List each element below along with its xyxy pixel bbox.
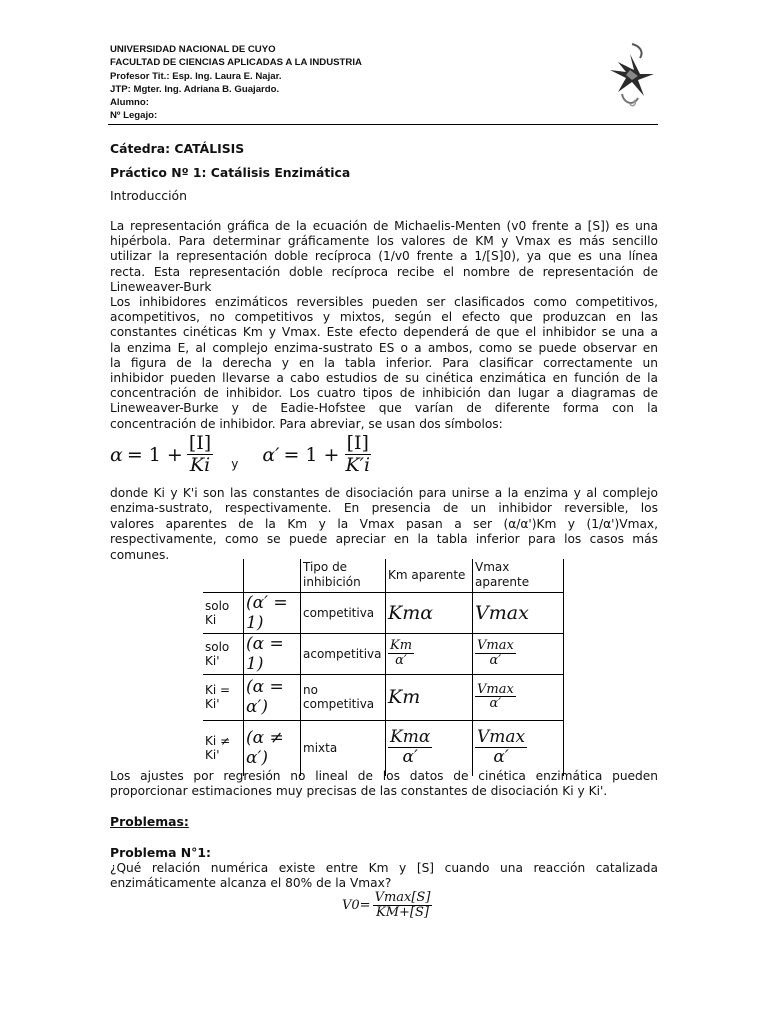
- text-line: proporcionar estimaciones muy precisas de las constantes de disociación Ki y Ki'.: [110, 784, 608, 799]
- symbol-cell: (α = 1): [244, 633, 301, 674]
- text-line: la figura de la derecha y en la tabla inferior. Para clasificar correctamente un: [110, 355, 658, 370]
- text-line: Los inhibidores enzimáticos reversibles pueden ser clasificados como competitivos,: [110, 295, 658, 310]
- text-line: hipérbola. Para determinar gráficamente los valores de KM y Vmax es más sencillo: [110, 234, 658, 249]
- text-line: enzima-sustrato, respectivamente. En presencia de un inhibidor reversible, los: [110, 501, 658, 516]
- text-line: constantes cinéticas Km y Vmax. Este efecto dependerá de que el inhibidor se una a: [110, 325, 658, 340]
- text-line: inhibidor pueden llevarse a cabo estudios de su cinética enzimática en función de la: [110, 371, 658, 386]
- denominator: Ki: [189, 453, 211, 476]
- condition-cell: Ki = Ki': [203, 674, 244, 720]
- vmax-numerator: Vmax: [477, 638, 514, 654]
- numerator: [I]: [188, 432, 212, 454]
- vmax-cell: Vmax: [473, 592, 564, 633]
- inhibition-table: [203, 559, 564, 776]
- problem1-text: [110, 861, 658, 891]
- intro-paragraph: [110, 219, 658, 432]
- type-cell: mixta: [301, 720, 386, 776]
- mm-fraction: [373, 891, 433, 920]
- symbol-cell: (α = α′): [244, 674, 301, 720]
- condition-cell: Ki ≠ Ki': [203, 720, 244, 776]
- km-cell: Kmα: [386, 592, 473, 633]
- professor-line: Profesor Tit.: Esp. Ing. Laura E. Najar.: [110, 70, 282, 82]
- text-line: concentración de inhibidor. Los cuatro tipos de inhibición dan lugar a diagramas de: [110, 386, 658, 401]
- michaelis-menten-equation: [342, 891, 432, 920]
- text-line: Lineweaver-Burk: [110, 279, 212, 294]
- km-cell: [386, 720, 473, 776]
- problem1-title: Problema N°1:: [110, 845, 211, 860]
- formula-joiner: y: [231, 456, 239, 471]
- numerator: [I]: [346, 432, 369, 454]
- header-km: Km aparente: [386, 559, 473, 592]
- type-cell: competitiva: [301, 592, 386, 633]
- text-line: Lineweaver-Burke y de Eadie-Hofstee que varían de diferente forma con la: [110, 401, 658, 416]
- course-title: Cátedra: CATÁLISIS: [110, 141, 245, 156]
- type-cell: no competitiva: [301, 674, 386, 720]
- vmax-cell: [473, 720, 564, 776]
- condition-cell: solo Ki': [203, 633, 244, 674]
- vmax-cell: [473, 633, 564, 674]
- symbol-cell: (α′ = 1): [244, 592, 301, 633]
- table-cell: [203, 559, 244, 592]
- text-line: donde Ki y K'i son las constantes de disociación para unirse a la enzima y al complejo: [110, 486, 658, 500]
- legajo-line: Nº Legajo:: [110, 110, 158, 122]
- header-rule: [108, 124, 658, 125]
- mm-lhs: V0=: [342, 897, 371, 913]
- table-row: [203, 592, 564, 633]
- university-name: UNIVERSIDAD NACIONAL DE CUYO: [110, 44, 276, 55]
- fraction-i-ki: [187, 434, 213, 476]
- km-cell: [386, 633, 473, 674]
- practice-title: Práctico Nº 1: Catálisis Enzimática: [110, 165, 351, 180]
- jtp-line: JTP: Mgter. Ing. Adriana B. Guajardo.: [110, 83, 280, 95]
- km-denominator: α′: [402, 747, 418, 768]
- vmax-denominator: α′: [493, 747, 509, 768]
- text-line: la enzima E, al complejo enzima-sustrato ES o a ambos, como se puede observar en: [110, 340, 658, 355]
- text-line: concentración de inhibidor. Para abreviar, se usan dos símbolos:: [110, 416, 503, 431]
- text-line: Los ajustes por regresión no lineal de los datos de cinética enzimática pueden: [110, 769, 658, 783]
- alpha-symbol: α: [110, 443, 123, 466]
- fraction-i-ki-prime: [343, 434, 372, 476]
- table-header-row: [203, 559, 564, 592]
- mm-denominator: KM+[S]: [376, 904, 429, 920]
- equals-one-plus: = 1 +: [126, 443, 183, 466]
- text-line: La representación gráfica de la ecuación de Michaelis-Menten (v0 frente a [S]) es una: [110, 219, 658, 233]
- faculty-name: FACULTAD DE CIENCIAS APLICADAS A LA INDUSTRIA: [110, 57, 362, 69]
- table-cell: [244, 559, 301, 592]
- mm-numerator: Vmax[S]: [374, 890, 431, 905]
- type-cell: acompetitiva: [301, 633, 386, 674]
- text-line: enzimáticamente alcanza el 80% de la Vmax?: [110, 876, 392, 891]
- km-cell: Km: [386, 674, 473, 720]
- header-vmax: Vmax aparente: [473, 559, 564, 592]
- vmax-cell: [473, 674, 564, 720]
- text-line: respectivamente, como se puede apreciar en la tabla inferior para los casos más: [110, 532, 658, 547]
- km-denominator: α′: [395, 652, 407, 668]
- problems-heading: Problemas:: [110, 814, 189, 829]
- vmax-denominator: α′: [489, 652, 502, 668]
- regression-paragraph: [110, 769, 658, 800]
- vmax-numerator: Vmax: [477, 727, 526, 748]
- text-line: ¿Qué relación numérica existe entre Km y [S] cuando una reacción catalizada: [110, 861, 658, 875]
- faculty-logo-icon: [604, 40, 656, 110]
- table-row: [203, 720, 564, 776]
- km-numerator: Kmα: [390, 727, 431, 748]
- vmax-numerator: Vmax: [477, 681, 514, 697]
- vmax-denominator: α′: [489, 696, 502, 712]
- km-numerator: Km: [390, 638, 413, 654]
- text-line: acompetitivos, no competitivos y mixtos, según el efecto que produzcan en las: [110, 310, 658, 325]
- alpha-formula: [110, 434, 372, 476]
- symbol-cell: (α ≠ α′): [244, 720, 301, 776]
- text-line: comunes.: [110, 547, 170, 562]
- student-line: Alumno:: [110, 97, 149, 109]
- dissociation-paragraph: [110, 486, 658, 563]
- intro-heading: Introducción: [110, 188, 187, 203]
- document-header: [110, 43, 362, 123]
- table-row: [203, 633, 564, 674]
- text-line: utilizar la representación doble recíproca (1/v0 frente a 1/[S]0), ya que es una línea: [110, 249, 658, 264]
- header-inhibition-type: Tipo de inhibición: [301, 559, 386, 592]
- denominator: K′i: [345, 453, 371, 476]
- equals-one-plus: = 1 +: [283, 443, 340, 466]
- alpha-prime-symbol: α′: [262, 443, 280, 466]
- text-line: recta. Esta representación doble recíproca recibe el nombre de representación de: [110, 264, 658, 279]
- condition-cell: solo Ki: [203, 592, 244, 633]
- text-line: valores aparentes de la Km y la Vmax pasan a ser (α/α')Km y (1/α')Vmax,: [110, 516, 658, 531]
- table-row: [203, 674, 564, 720]
